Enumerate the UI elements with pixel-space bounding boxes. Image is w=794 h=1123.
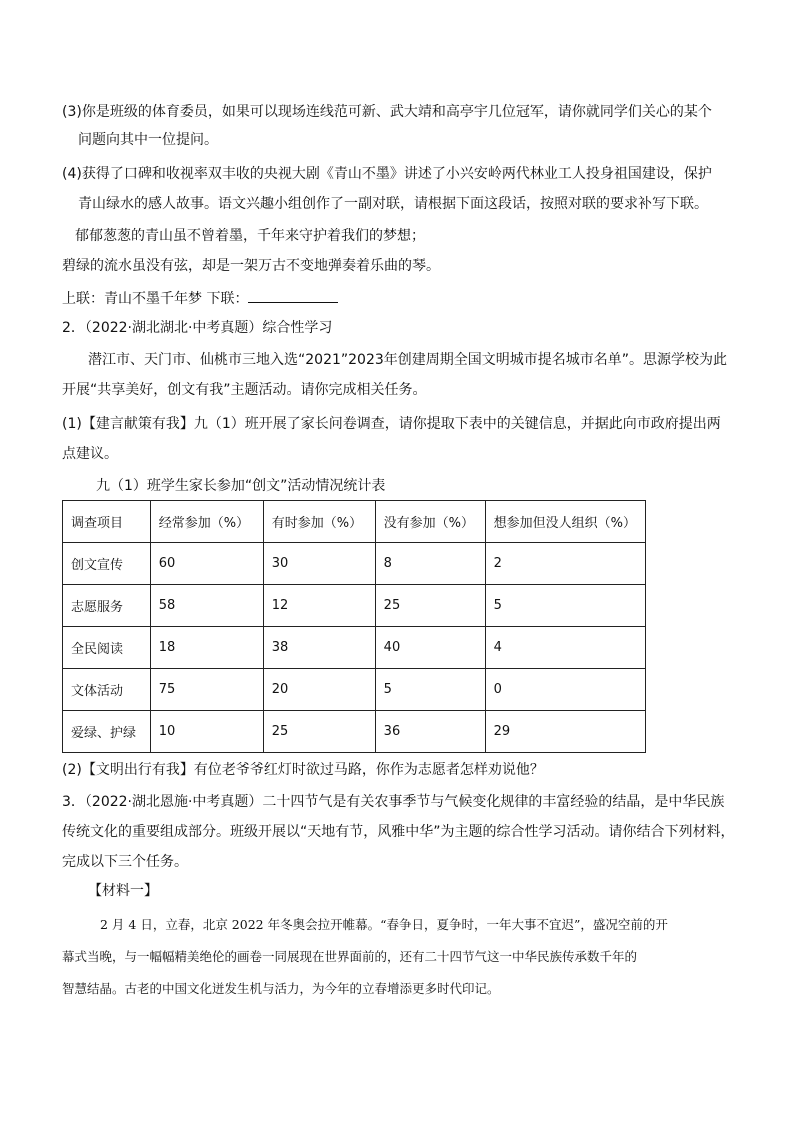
q1-passage-line2: 碧绿的流水虽没有弦，却是一架万古不变地弹奏着乐曲的琴。 <box>62 258 440 274</box>
table-cell: 25 <box>263 711 375 753</box>
table-row <box>63 711 646 753</box>
statistics-table <box>62 500 646 753</box>
q1-item3-line2: 问题向其中一位提问。 <box>78 132 218 148</box>
q3-line3: 完成以下三个任务。 <box>62 854 188 870</box>
table-header-cell: 没有参加（%） <box>375 501 485 543</box>
material-title: 【材料一】 <box>88 883 158 899</box>
table-cell: 爱绿、护绿 <box>63 711 151 753</box>
q2-header: 2．（2022·湖北湖北·中考真题）综合性学习 <box>62 320 333 336</box>
table-cell: 文体活动 <box>63 669 151 711</box>
material-line3: 智慧结晶。古老的中国文化迸发生机与活力，为今年的立春增添更多时代印记。 <box>62 981 500 996</box>
table-cell: 38 <box>263 627 375 669</box>
table-row <box>63 543 646 585</box>
q1-passage-line1: 郁郁葱葱的青山虽不曾着墨，千年来守护着我们的梦想； <box>75 228 425 244</box>
table-cell: 全民阅读 <box>63 627 151 669</box>
couplet-text: 上联：青山不墨千年梦 下联： <box>62 291 249 307</box>
table-cell: 60 <box>150 543 263 585</box>
q2-task1-line2: 点建议。 <box>62 446 118 462</box>
table-cell: 18 <box>150 627 263 669</box>
material-line1: 2 月 4 日，立春，北京 2022 年冬奥会拉开帷幕。“春争日，夏争时，一年大事不宜迟”，盛况空前的开 <box>100 917 668 932</box>
table-cell: 5 <box>375 669 485 711</box>
answer-blank <box>248 288 338 303</box>
table-header-cell: 经常参加（%） <box>150 501 263 543</box>
table-cell: 29 <box>485 711 645 753</box>
q1-couplet <box>62 288 732 309</box>
table-cell: 5 <box>485 585 645 627</box>
q3-line1: 3．（2022·湖北恩施·中考真题）二十四节气是有关农事季节与气候变化规律的丰富经验的结晶，是中华民族 <box>62 794 725 810</box>
table-cell: 58 <box>150 585 263 627</box>
table-header-cell: 调查项目 <box>63 501 151 543</box>
q2-task1-line1: (1)【建言献策有我】九（1）班开展了家长问卷调查，请你提取下表中的关键信息，并据此向市政府提出两 <box>62 416 721 432</box>
q2-intro-line2: 开展“共享美好，创文有我”主题活动。请你完成相关任务。 <box>62 382 427 398</box>
table-header-cell: 想参加但没人组织（%） <box>485 501 645 543</box>
table-row <box>63 669 646 711</box>
q3-line2: 传统文化的重要组成部分。班级开展以“天地有节，风雅中华”为主题的综合性学习活动。请你结合下列材料， <box>62 824 735 840</box>
table-cell: 志愿服务 <box>63 585 151 627</box>
table-cell: 8 <box>375 543 485 585</box>
table-header-row <box>63 501 646 543</box>
table-cell: 2 <box>485 543 645 585</box>
q1-item4-line1: (4)获得了口碑和收视率双丰收的央视大剧《青山不墨》讲述了小兴安岭两代林业工人投身祖国建设，保护 <box>62 166 712 182</box>
table-cell: 25 <box>375 585 485 627</box>
table-cell: 40 <box>375 627 485 669</box>
table-cell: 10 <box>150 711 263 753</box>
table-cell: 4 <box>485 627 645 669</box>
table-cell: 0 <box>485 669 645 711</box>
material-line2: 幕式当晚，与一幅幅精美绝伦的画卷一同展现在世界面前的，还有二十四节气这一中华民族传承数千年的 <box>62 949 638 964</box>
table-cell: 12 <box>263 585 375 627</box>
table-cell: 75 <box>150 669 263 711</box>
table-header-cell: 有时参加（%） <box>263 501 375 543</box>
table-row <box>63 585 646 627</box>
table-caption: 九（1）班学生家长参加“创文”活动情况统计表 <box>96 478 386 494</box>
table-cell: 30 <box>263 543 375 585</box>
table-cell: 创文宣传 <box>63 543 151 585</box>
q2-intro-line1: 潜江市、天门市、仙桃市三地入选“2021”2023年创建周期全国文明城市提名城市名单”。思源学校为此 <box>88 352 728 368</box>
table-cell: 20 <box>263 669 375 711</box>
q1-item4-line2: 青山绿水的感人故事。语文兴趣小组创作了一副对联，请根据下面这段话，按照对联的要求补写下联。 <box>78 196 708 212</box>
q1-item3-line1: (3)你是班级的体育委员，如果可以现场连线范可新、武大靖和高亭宇几位冠军，请你就同学们关心的某个 <box>62 104 712 120</box>
table-row <box>63 627 646 669</box>
q2-task2: (2)【文明出行有我】有位老爷爷红灯时欲过马路，你作为志愿者怎样劝说他？ <box>62 762 544 778</box>
table-cell: 36 <box>375 711 485 753</box>
